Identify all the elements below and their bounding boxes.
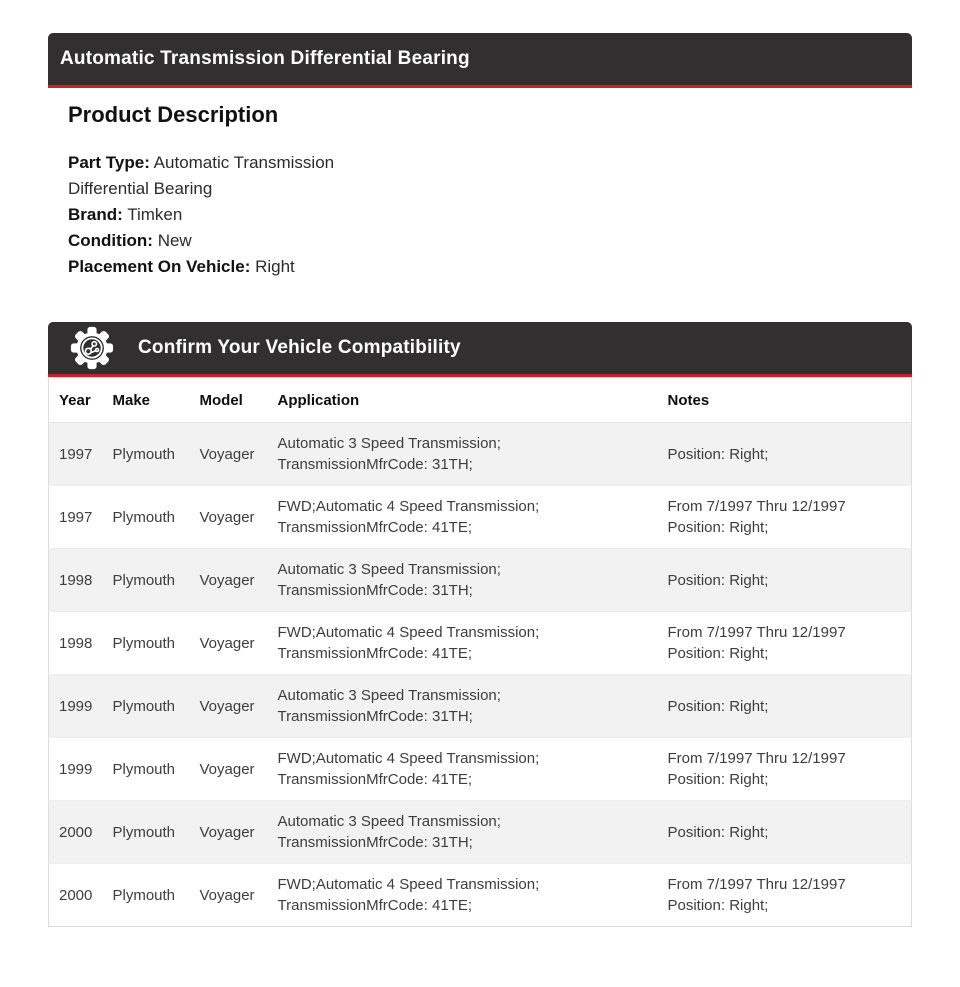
cell-model: Voyager (199, 823, 255, 841)
col-header-make: Make (103, 378, 190, 423)
col-header-notes: Notes (658, 378, 912, 423)
cell-notes: From 7/1997 Thru 12/1997 Position: Right; (667, 624, 846, 662)
placement-value: Right (255, 257, 295, 276)
cell-year: 1998 (59, 634, 93, 652)
cell-model: Voyager (199, 886, 255, 904)
table-row (49, 801, 912, 864)
product-title-bar (48, 33, 912, 88)
col-header-model: Model (190, 378, 268, 423)
cell-year: 2000 (59, 823, 93, 841)
compatibility-table (48, 377, 912, 927)
cell-make: Plymouth (112, 886, 176, 904)
cell-model: Voyager (199, 760, 255, 778)
table-row (49, 423, 912, 486)
table-row (49, 612, 912, 675)
cell-notes: Position: Right; (667, 445, 769, 463)
cell-application: FWD;Automatic 4 Speed Transmission; TransmissionMfrCode: 41TE; (277, 750, 540, 788)
cell-application: FWD;Automatic 4 Speed Transmission; TransmissionMfrCode: 41TE; (277, 876, 540, 914)
table-row (49, 486, 912, 549)
cell-notes: From 7/1997 Thru 12/1997 Position: Right; (667, 498, 846, 536)
cell-year: 1997 (59, 508, 93, 526)
cell-make: Plymouth (112, 508, 176, 526)
part-type-label: Part Type: (68, 153, 150, 172)
cell-year: 2000 (59, 886, 93, 904)
cell-make: Plymouth (112, 634, 176, 652)
cell-application: Automatic 3 Speed Transmission; TransmissionMfrCode: 31TH; (277, 435, 501, 473)
cell-notes: Position: Right; (667, 697, 769, 715)
table-row (49, 549, 912, 612)
table-row (49, 864, 912, 927)
col-header-application: Application (268, 378, 658, 423)
cell-make: Plymouth (112, 445, 176, 463)
cell-notes: Position: Right; (667, 571, 769, 589)
cell-model: Voyager (199, 445, 255, 463)
cell-application: FWD;Automatic 4 Speed Transmission; TransmissionMfrCode: 41TE; (277, 498, 540, 536)
condition-label: Condition: (68, 231, 153, 250)
listing-content (48, 33, 912, 927)
cell-notes: From 7/1997 Thru 12/1997 Position: Right; (667, 876, 846, 914)
cell-application: FWD;Automatic 4 Speed Transmission; TransmissionMfrCode: 41TE; (277, 624, 540, 662)
table-row (49, 675, 912, 738)
placement-label: Placement On Vehicle: (68, 257, 251, 276)
compatibility-section (48, 322, 912, 927)
compatibility-title: Confirm Your Vehicle Compatibility (138, 337, 461, 358)
cell-model: Voyager (199, 634, 255, 652)
gear-icon (70, 326, 114, 370)
cell-notes: From 7/1997 Thru 12/1997 Position: Right; (667, 750, 846, 788)
cell-make: Plymouth (112, 571, 176, 589)
field-placement (68, 257, 295, 276)
cell-model: Voyager (199, 571, 255, 589)
field-brand (68, 205, 182, 224)
cell-year: 1997 (59, 445, 93, 463)
brand-label: Brand: (68, 205, 123, 224)
field-part-type (68, 153, 334, 198)
cell-year: 1999 (59, 697, 93, 715)
product-title: Automatic Transmission Differential Bearing (60, 48, 470, 69)
brand-value: Timken (127, 205, 183, 224)
cell-year: 1998 (59, 571, 93, 589)
compatibility-header-bar (48, 322, 912, 377)
cell-application: Automatic 3 Speed Transmission; TransmissionMfrCode: 31TH; (277, 687, 501, 725)
part-type-value: Automatic Transmission Differential Bearing (68, 153, 335, 198)
cell-year: 1999 (59, 760, 93, 778)
condition-value: New (157, 231, 192, 250)
cell-make: Plymouth (112, 697, 176, 715)
field-condition (68, 231, 192, 250)
cell-make: Plymouth (112, 823, 176, 841)
product-description-heading: Product Description (68, 102, 279, 127)
cell-model: Voyager (199, 508, 255, 526)
product-description-fields (68, 150, 398, 280)
cell-notes: Position: Right; (667, 823, 769, 841)
col-header-year: Year (49, 378, 103, 423)
cell-application: Automatic 3 Speed Transmission; TransmissionMfrCode: 31TH; (277, 813, 501, 851)
compatibility-table-header (49, 378, 912, 423)
cell-model: Voyager (199, 697, 255, 715)
table-row (49, 738, 912, 801)
cell-application: Automatic 3 Speed Transmission; TransmissionMfrCode: 31TH; (277, 561, 501, 599)
cell-make: Plymouth (112, 760, 176, 778)
